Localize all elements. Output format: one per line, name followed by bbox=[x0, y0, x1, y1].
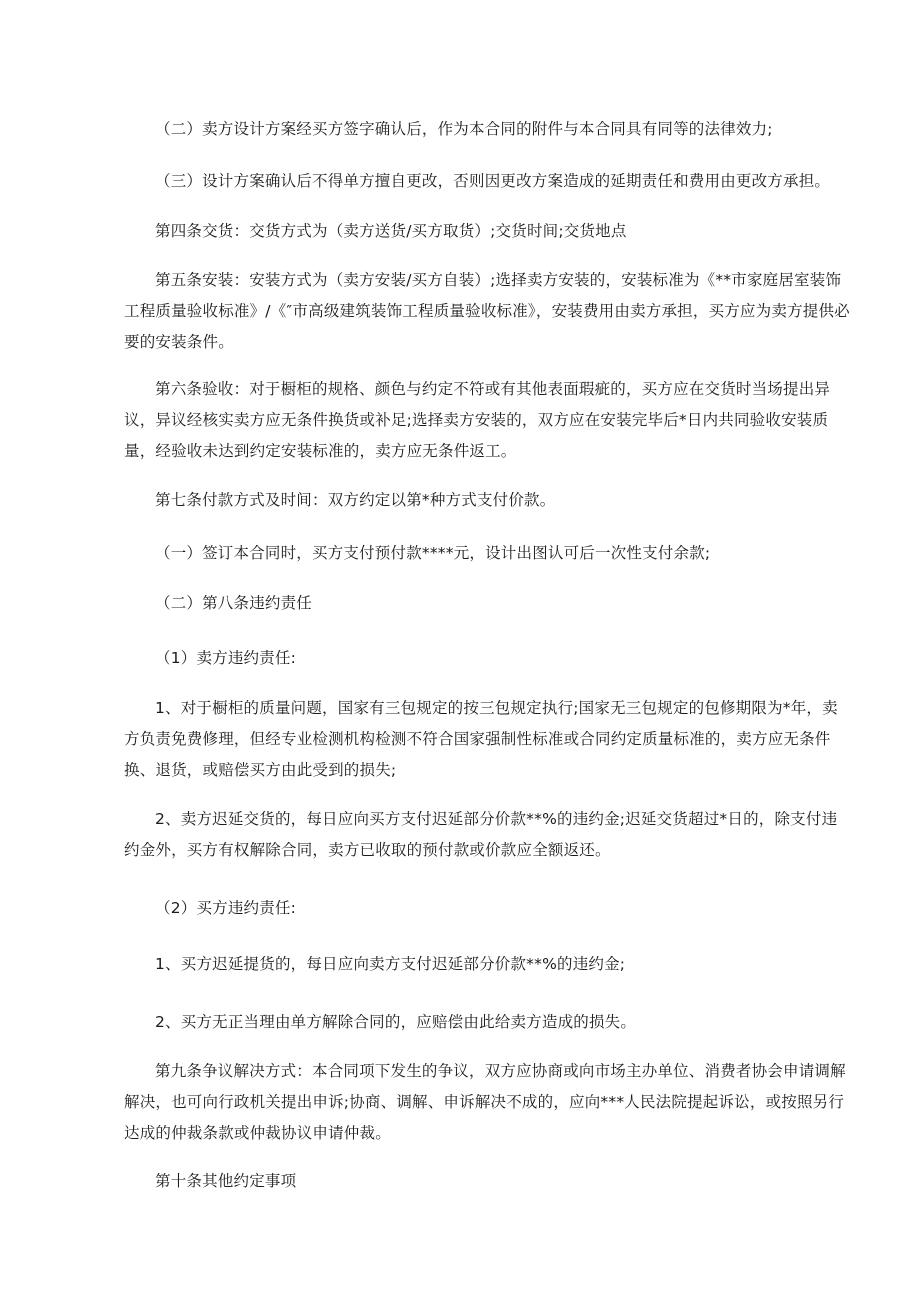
paragraph: 第五条安装：安装方式为（卖方安装/买方自装）;选择卖方安装的，安装标准为《**市家庭居室装饰工程质量验收标准》/《″市高级建筑装饰工程质量验收标准》，安装费用由卖方承担，买方应为卖方提供必要的安装条件。 bbox=[124, 271, 850, 351]
paragraph: （二）卖方设计方案经买方签字确认后，作为本合同的附件与本合同具有同等的法律效力; bbox=[155, 120, 773, 138]
paragraph: （二）第八条违约责任 bbox=[155, 594, 313, 612]
paragraph: 2、买方无正当理由单方解除合同的，应赔偿由此给卖方造成的损失。 bbox=[155, 1013, 637, 1031]
paragraph: 第六条验收：对于橱柜的规格、颜色与约定不符或有其他表面瑕疵的，买方应在交货时当场提出异议，异议经核实卖方应无条件换货或补足;选择卖方安装的，双方应在安装完毕后*日内共同验收安装质量，经验收未达到约定安装标准的，卖方应无条件返工。 bbox=[124, 380, 831, 460]
paragraph: 第十条其他约定事项 bbox=[155, 1172, 297, 1190]
paragraph: （2）买方违约责任: bbox=[155, 899, 297, 917]
paragraph: （1）卖方违约责任: bbox=[155, 649, 297, 667]
paragraph: 2、卖方迟延交货的，每日应向买方支付迟延部分价款**%的违约金;迟延交货超过*日的，除支付违约金外，买方有权解除合同，卖方已收取的预付款或价款应全额返还。 bbox=[124, 810, 838, 859]
paragraph: 1、对于橱柜的质量问题，国家有三包规定的按三包规定执行;国家无三包规定的包修期限为*年，卖方负责免费修理，但经专业检测机构检测不符合国家强制性标准或合同约定质量标准的，卖方应无条件换、退货，或赔偿买方由此受到的损失; bbox=[124, 699, 838, 779]
paragraph: （一）签订本合同时，买方支付预付款****元，设计出图认可后一次性支付余款; bbox=[155, 544, 711, 562]
paragraph: （三）设计方案确认后不得单方擅自更改，否则因更改方案造成的延期责任和费用由更改方承担。 bbox=[155, 172, 831, 190]
paragraph: 第九条争议解决方式：本合同项下发生的争议，双方应协商或向市场主办单位、消费者协会申请调解解决，也可向行政机关提出申诉;协商、调解、申诉解决不成的，应向***人民法院提起诉讼，或按照另行达成的仲裁条款或仲裁协议申请仲裁。 bbox=[124, 1062, 846, 1142]
paragraph: 第四条交货：交货方式为（卖方送货/买方取货）;交货时间;交货地点 bbox=[155, 222, 627, 240]
paragraph: 第七条付款方式及时间：双方约定以第*种方式支付价款。 bbox=[155, 491, 556, 509]
paragraph: 1、买方迟延提货的，每日应向卖方支付迟延部分价款**%的违约金; bbox=[155, 955, 626, 973]
